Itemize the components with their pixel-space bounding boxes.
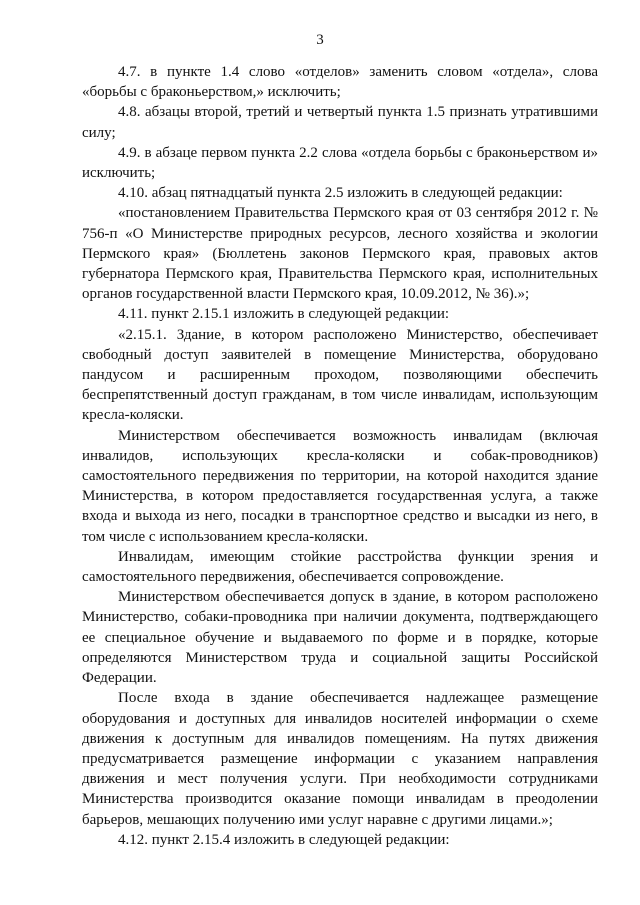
page-number: 3 <box>316 32 324 48</box>
paragraph-navigation: После входа в здание обеспечивается надлежащее размещение оборудования и доступных для инвалидов носителей информации о схеме движения к доступным для инвалидов помещениям. На путях движения предусматривается размещение информации с указанием направления движения и мест получения услуги. При необходимости сотрудниками Министерства производится оказание помощи инвалидам в преодолении барьеров, мешающих получению ими услуг наравне с другими лицами.»; <box>82 690 598 828</box>
paragraph-4-7: 4.7. в пункте 1.4 слово «отделов» заменить словом «отдела», слова «борьбы с браконьерством,» исключить; <box>82 64 598 101</box>
document-body <box>82 62 598 850</box>
paragraph-guide-dog: Министерством обеспечивается допуск в здание, в котором расположено Министерство, собаки-проводника при наличии документа, подтверждающего ее специальное обучение и выдаваемого по форме и в порядке, которые определяются Министерством труда и социальной защиты Российской Федерации. <box>82 589 598 687</box>
paragraph-4-10-quote: «постановлением Правительства Пермского края от 03 сентября 2012 г. № 756-п «О Министерстве природных ресурсов, лесного хозяйства и экологии Пермского края» (Бюллетень законов Пермского края, правовых актов губернатора Пермского края, Правительства Пермского края, исполнительных органов государственной власти Пермского края, 10.09.2012, № 36).»; <box>82 205 598 303</box>
paragraph-4-10: 4.10. абзац пятнадцатый пункта 2.5 изложить в следующей редакции: <box>118 185 563 202</box>
paragraph-2-15-1: «2.15.1. Здание, в котором расположено Министерство, обеспечивает свободный доступ заявителей в помещение Министерства, оборудовано пандусом и расширенным проходом, позволяющими обеспечить беспрепятственный доступ гражданам, в том числе инвалидам, использующим кресла-коляски. <box>82 326 598 424</box>
paragraph-mobility: Министерством обеспечивается возможность инвалидам (включая инвалидов, использующих кресла-коляски и собак-проводников) самостоятельного передвижения по территории, на которой находится здание Министерства, в котором предоставляется государственная услуга, а также входа и выхода из него, посадки в транспортное средство и высадки из него, в том числе с использованием кресла-коляски. <box>82 427 598 545</box>
paragraph-4-8: 4.8. абзацы второй, третий и четвертый пункта 1.5 признать утратившими силу; <box>82 104 598 141</box>
paragraph-4-9: 4.9. в абзаце первом пункта 2.2 слова «отдела борьбы с браконьерством и» исключить; <box>82 144 598 182</box>
paragraph-4-11: 4.11. пункт 2.15.1 изложить в следующей редакции: <box>118 306 450 323</box>
paragraph-escort: Инвалидам, имеющим стойкие расстройства функции зрения и самостоятельного передвижения, обеспечивается сопровождение. <box>82 548 598 586</box>
paragraph-4-12: 4.12. пункт 2.15.4 изложить в следующей редакции: <box>118 831 450 848</box>
